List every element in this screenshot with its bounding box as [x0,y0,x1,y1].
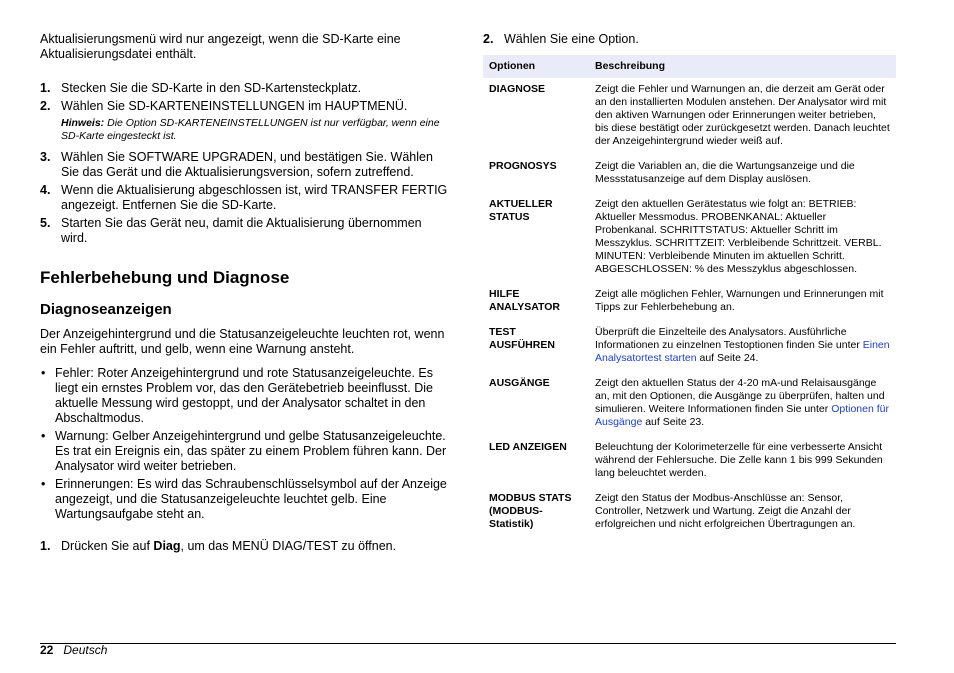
bullet-warnung [40,429,448,474]
diag-key: Diag [153,539,181,553]
description-text: Zeigt den aktuellen Status der 4-20 mA-und Relaisausgänge an, mit den Optionen, die Ausgänge zu überprüfen, halten und simulieren. Weitere Informationen finden Sie unter [595,377,885,415]
step-2 [40,99,448,114]
left-column [40,32,448,557]
description-cell: Zeigt den aktuellen Gerätestatus wie folgt an: BETRIEB: Aktueller Messmodus. PROBENKANAL: Aktueller Probenkanal. SCHRITTSTATUS: Aktueller Schritt im Messzyklus. SCHRITTZEIT: Verbleibende Schrittzeit. VERBL. MINUTEN: Verbleibende Minuten im aktuellen Schritt. ABGESCHLOSSEN: % des Messzyklus abgeschlossen. [595,198,882,275]
table-row [483,321,896,372]
description-cell: Zeigt den Status der Modbus-Anschlüsse an: Sensor, Controller, Netzwerk und Wartung. Zeigt die Anzahl der erfolgreichen und nicht erfolgreichen Übertragungen an. [595,492,856,530]
bullet-mark: • [41,366,46,380]
step-text: Stecken Sie die SD-Karte in den SD-Kartensteckplatz. [61,81,362,95]
step-text: Starten Sie das Gerät neu, damit die Aktualisierung übernommen wird. [61,216,422,245]
option-cell: DIAGNOSE [489,83,546,95]
update-steps-cont [40,150,448,246]
bullet-text: Erinnerungen: Es wird das Schraubenschlüsselsymbol auf der Anzeige angezeigt, und die Statusanzeigeleuchte leuchtet gelb. Eine Wartungsaufgabe steht an. [55,477,447,521]
description-cell: Zeigt die Fehler und Warnungen an, die derzeit am Gerät oder an den installierten Modulen anstehen. Der Analysator wird mit den aktiven Warnungen oder Erinnerungen weiter betrieben, bis diese bestätigt oder zurückgesetzt werden. Danach leuchtet der Anzeigehintergrund wieder weiß auf. [595,83,890,147]
option-cell: MODBUS STATS (MODBUS-Statistik) [489,492,572,530]
subsection-heading: Diagnoseanzeigen [40,301,172,318]
option-cell: AUSGÄNGE [489,377,550,389]
bullet-fehler [40,366,448,426]
table-row [483,487,896,538]
description-cell: Beleuchtung der Kolorimeterzelle für eine verbesserte Ansicht während der Fehlersuche. Die Zelle kann 1 bis 999 Sekunden lang beleuchtet werden. [595,441,883,479]
description-cell [589,321,896,372]
description-cell [589,372,896,436]
diagnose-paragraph: Der Anzeigehintergrund und die Statusanzeigeleuchte leuchten rot, wenn ein Fehler auftritt, und gelb, wenn eine Warnung ansteht. [40,327,445,356]
link-analysatortest[interactable]: Einen Analysatortest starten [595,339,890,364]
step-3 [40,150,448,180]
description-text: auf Seite 23. [642,416,705,428]
step-2-select-option [483,32,896,47]
link-ausgaenge[interactable]: Optionen für Ausgänge [595,403,889,428]
option-cell: LED ANZEIGEN [489,441,567,453]
step-text: Wählen Sie eine Option. [504,32,639,46]
option-cell: PROGNOSYS [489,160,557,172]
bullet-erinnerungen [40,477,448,522]
step-number: 1. [40,539,51,553]
note [40,117,448,143]
step-text-post: , um das MENÜ DIAG/TEST zu öffnen. [180,539,397,553]
footer-divider [40,643,896,644]
bullet-mark: • [41,477,46,491]
option-cell: HILFE ANALYSATOR [489,288,560,313]
header-beschreibung: Beschreibung [589,55,896,78]
step-5 [40,216,448,246]
page-footer [40,643,107,657]
description-cell: Zeigt die Variablen an, die die Wartungsanzeige und die Messstatusanzeige auf dem Display auslösen. [595,160,855,185]
option-cell: TEST AUSFÜHREN [489,326,555,351]
description-cell: Zeigt alle möglichen Fehler, Warnungen und Erinnerungen mit Tipps zur Fehlerbehebung an. [595,288,884,313]
step-1 [40,81,448,96]
section-heading: Fehlerbehebung und Diagnose [40,268,290,287]
step-text: Wählen Sie SD-KARTENEINSTELLUNGEN im HAUPTMENÜ. [61,99,408,113]
note-text: Die Option SD-KARTENEINSTELLUNGEN ist nur verfügbar, wenn eine SD-Karte eingesteckt ist. [61,117,440,142]
diag-steps [40,539,448,554]
step-text: Wählen Sie SOFTWARE UPGRADEN, und bestätigen Sie. Wählen Sie das Gerät und die Aktualisierungsversion, sofern zutreffend. [61,150,433,179]
step-4 [40,183,448,213]
bullet-mark: • [41,429,46,443]
update-steps [40,81,448,114]
intro-paragraph: Aktualisierungsmenü wird nur angezeigt, wenn die SD-Karte eine Aktualisierungsdatei enthält. [40,32,401,61]
step-number: 4. [40,183,51,197]
step-number: 1. [40,81,51,95]
step-number: 2. [483,32,494,46]
table-row [483,193,896,283]
description-text: auf Seite 24. [696,352,759,364]
bullet-text: Fehler: Roter Anzeigehintergrund und rote Statusanzeigeleuchte. Es liegt ein ernstes Problem vor, das den Gerätebetrieb beeinflusst. Die aktuelle Messung wird gestoppt, und der Analysator schaltet in den Abschaltmodus. [55,366,434,425]
description-text: Überprüft die Einzelteile des Analysators. Ausführliche Informationen zu einzelnen Testoptionen finden Sie unter [595,326,863,351]
table-header-row [483,55,896,78]
step-number: 2. [40,99,51,113]
step-diag-1 [40,539,448,554]
right-column [483,32,896,538]
table-row [483,283,896,321]
page-number: 22 [40,643,54,657]
step-text: Wenn die Aktualisierung abgeschlossen ist, wird TRANSFER FERTIG angezeigt. Entfernen Sie die SD-Karte. [61,183,448,212]
footer-language: Deutsch [63,643,108,657]
step-number: 5. [40,216,51,230]
note-label: Hinweis: [61,117,105,129]
table-row [483,78,896,155]
step-number: 3. [40,150,51,164]
step-text-pre: Drücken Sie auf [61,539,154,553]
table-row [483,372,896,436]
table-row [483,436,896,487]
bullet-text: Warnung: Gelber Anzeigehintergrund und gelbe Statusanzeigeleuchte. Es trat ein Ereignis ein, das später zu einem Problem führen kann. Der Analysator wird weiter betrieben. [55,429,447,473]
table-row [483,155,896,193]
header-optionen: Optionen [483,55,589,78]
option-cell: AKTUELLER STATUS [489,198,553,223]
options-table [483,55,896,538]
status-bullets [40,366,448,522]
